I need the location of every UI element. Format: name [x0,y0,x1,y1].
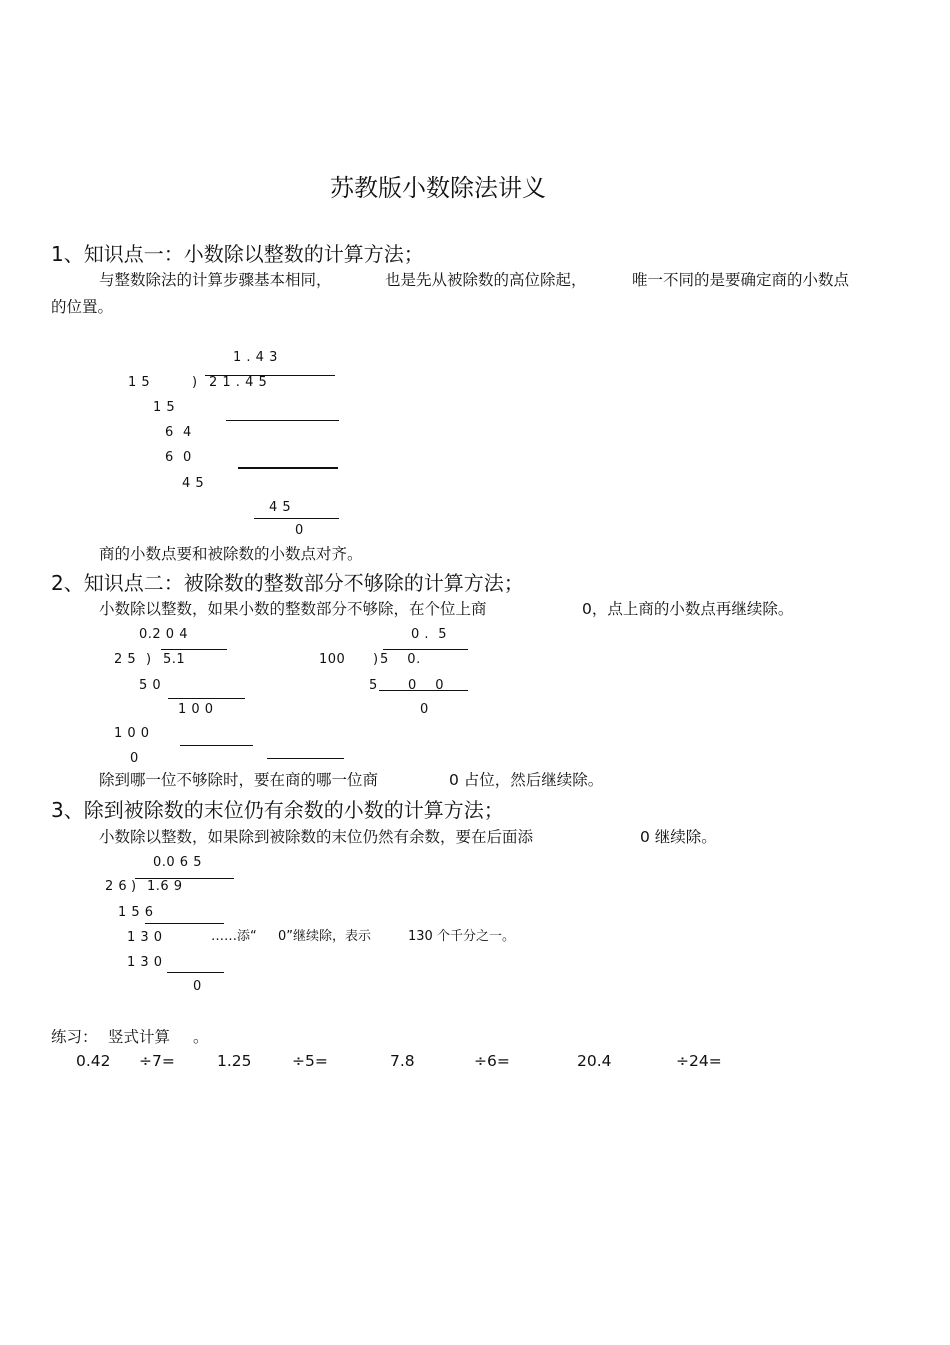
practice-title: 竖式计算 [108,1028,171,1046]
division-bracket: ) [192,375,198,390]
step-line [379,690,468,691]
page-title: 苏教版小数除法讲义 [330,174,546,202]
quotient: 0 . 5 [411,627,448,642]
annotation-part2: 0”继续除，表示 [278,929,372,944]
step-line [180,745,253,746]
remainder: 0 [295,523,304,538]
section-2-text-part2: 0，点上商的小数点再继续除。 [582,600,794,618]
step-row: 5 0 [139,678,162,693]
division-bar [161,649,227,650]
section-1-text-part2: 也是先从被除数的高位除起， [385,271,587,289]
section-2-note-part2: 0 占位，然后继续除。 [449,771,604,789]
problem-2-operator: ÷5= [292,1052,328,1070]
section-1-text-part1: 与整数除法的计算步骤基本相同， [99,271,332,289]
step-line [145,923,224,924]
remainder: 0 [193,979,202,994]
problem-4-operator: ÷24= [676,1052,722,1070]
dividend: 1.6 9 [147,879,183,894]
divisor: 1 5 [128,375,151,390]
divisor: 2 6 [105,879,128,894]
practice-label: 练习： [51,1028,98,1046]
annotation-part1: ……添“ [211,929,257,944]
dividend: 5 0. [380,652,421,667]
problem-2-number: 1.25 [217,1052,252,1070]
practice-period: 。 [193,1028,209,1046]
section-3-text-part2: 0 继续除。 [640,828,717,846]
problem-4-number: 20.4 [577,1052,612,1070]
step-line [167,972,224,973]
section-1-heading: 1、知识点一：小数除以整数的计算方法； [51,242,424,266]
division-bar [383,649,468,650]
divisor: 100 [319,652,346,667]
section-1-note: 商的小数点要和被除数的小数点对齐。 [99,545,363,563]
step-line [168,698,245,699]
step-row: 1 5 6 [118,905,154,920]
step-row: 4 5 [182,476,205,491]
step-row: 6 4 [165,425,192,440]
section-1-text-part3: 唯一不同的是要确定商的小数点 [632,271,850,289]
step-row: 0 0 [408,678,445,693]
section-2-heading: 2、知识点二：被除数的整数部分不够除的计算方法； [51,571,524,595]
step-row: 1 3 0 [127,955,163,970]
dividend: 5.1 [163,652,186,667]
step-row: 1 3 0 [127,930,163,945]
quotient: 0.2 0 4 [139,627,188,642]
step-row: 1 5 [153,400,176,415]
section-1-text-line2: 的位置。 [51,298,114,316]
remainder: 0 [420,702,429,717]
step-line [226,420,339,421]
section-3-text-part1: 小数除以整数，如果除到被除数的末位仍然有余数，要在后面添 [99,828,534,846]
problem-3-number: 7.8 [390,1052,415,1070]
step-row: 1 0 0 [114,726,150,741]
division-bracket: ) [373,652,379,667]
divisor: 2 5 [114,652,137,667]
step-row: 6 0 [165,450,192,465]
remainder: 0 [130,751,139,766]
division-bracket: ) [146,652,152,667]
step-row: 4 5 [269,500,292,515]
step-line [238,467,338,469]
step-line [254,518,339,519]
quotient: 1 . 4 3 [233,350,278,365]
problem-1-operator: ÷7= [139,1052,175,1070]
quotient: 0.0 6 5 [153,855,202,870]
step-row: 5 [369,678,378,693]
step-line [267,758,344,759]
section-2-note-part1: 除到哪一位不够除时，要在商的哪一位商 [99,771,379,789]
division-bracket: ) [131,879,137,894]
step-row: 1 0 0 [178,702,214,717]
problem-1-number: 0.42 [76,1052,111,1070]
section-3-heading: 3、除到被除数的末位仍有余数的小数的计算方法； [51,798,504,822]
dividend: 2 1 . 4 5 [209,375,268,390]
problem-3-operator: ÷6= [474,1052,510,1070]
annotation-part3: 130 个千分之一。 [408,929,515,944]
section-2-text-part1: 小数除以整数，如果小数的整数部分不够除，在个位上商 [99,600,487,618]
